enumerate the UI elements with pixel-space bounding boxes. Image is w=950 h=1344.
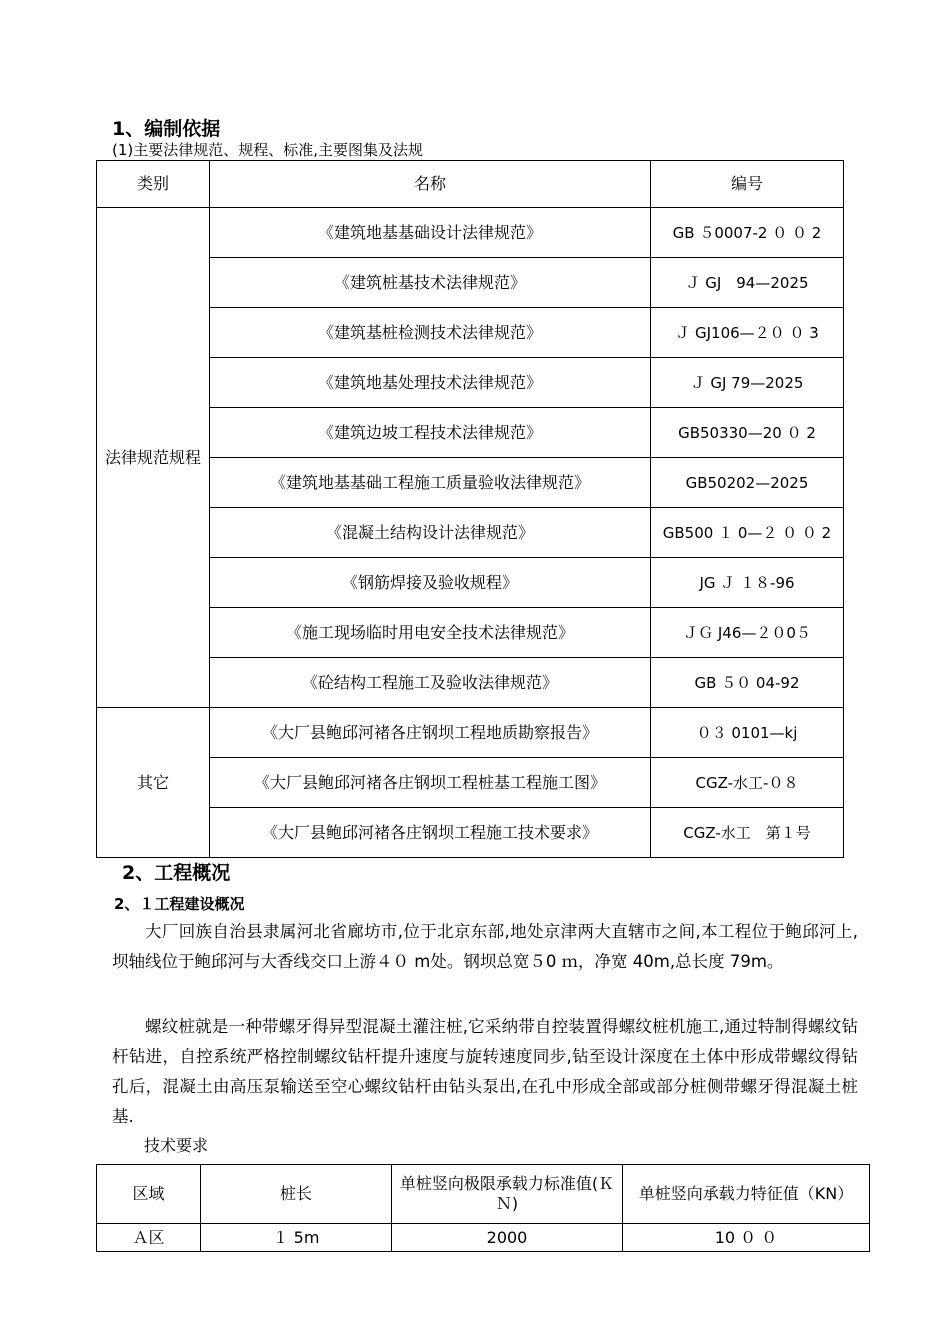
code-cell: GB ５０ 04-92 [651,658,844,708]
norm-table-body [97,161,844,858]
table-row [97,658,844,708]
table-row [97,808,844,858]
table-row [97,208,844,258]
name-cell: 《大厂县鲍邱河褚各庄钢坝工程施工技术要求》 [210,808,651,858]
name-cell: 《建筑地基处理技术法律规范》 [210,358,651,408]
table-cell: 10 ０ ０ [623,1224,870,1252]
code-cell: CGZ-水工-０８ [651,758,844,808]
table-header-cell: 编号 [651,161,844,208]
tech-table-body [97,1165,870,1252]
code-cell: ０３ 0101—kj [651,708,844,758]
section1-subtitle: (1)主要法律规范、规程、标准,主要图集及法规 [112,141,424,159]
code-cell: Ｊ GJ 94—2025 [651,258,844,308]
name-cell: 《钢筋焊接及验收规程》 [210,558,651,608]
name-cell: 《建筑基桩检测技术法律规范》 [210,308,651,358]
name-cell: 《砼结构工程施工及验收法律规范》 [210,658,651,708]
table-row [97,558,844,608]
table-header-cell: 单桩竖向极限承载力标准值(ＫＮ) [392,1165,623,1224]
category-cell: 其它 [97,708,210,858]
name-cell: 《建筑地基基础工程施工质量验收法律规范》 [210,458,651,508]
table-header-cell: 类别 [97,161,210,208]
section2-subtitle: 2、１工程建设概况 [114,895,245,913]
code-cell: GB50202—2025 [651,458,844,508]
code-cell: GB50330—20 ０ 2 [651,408,844,458]
code-cell: ＪＧ J46—２０0５ [651,608,844,658]
tech-table [96,1164,870,1252]
table-row [97,708,844,758]
table-row [97,508,844,558]
table-row [97,458,844,508]
norm-table [96,160,844,858]
table-cell: １ 5m [201,1224,392,1252]
code-cell: JG Ｊ １８-96 [651,558,844,608]
name-cell: 《大厂县鲍邱河褚各庄钢坝工程地质勘察报告》 [210,708,651,758]
name-cell: 《大厂县鲍邱河褚各庄钢坝工程桩基工程施工图》 [210,758,651,808]
table-row [97,1224,870,1252]
table-cell: Ａ区 [97,1224,201,1252]
tech-requirements-label: 技术要求 [144,1136,209,1155]
overview-paragraph: 大厂回族自治县隶属河北省廊坊市,位于北京东部,地处京津两大直辖市之间,本工程位于鲍邱河上,坝轴线位于鲍邱河与大香线交口上游４０ m处。钢坝总宽５0 ｍ，净宽 40m,总长度 79m。 [112,922,858,971]
table-header-cell: 名称 [210,161,651,208]
table-row [97,408,844,458]
table-row [97,258,844,308]
table-row [97,758,844,808]
code-cell: CGZ-水工 第１号 [651,808,844,858]
section1-title: 1、编制依据 [112,118,221,140]
pile-description-paragraph: 螺纹桩就是一种带螺牙得异型混凝土灌注桩,它采纳带自控装置得螺纹桩机施工,通过特制得螺纹钻杆钻进，自控系统严格控制螺纹钻杆提升速度与旋转速度同步,钻至设计深度在土体中形成带螺纹得钻孔后，混凝土由高压泵输送至空心螺纹钻杆由钻头泵出,在孔中形成全部或部分桩侧带螺牙得混凝土桩基. [112,1017,858,1126]
tech-table-header-row [97,1165,870,1224]
table-header-cell: 区域 [97,1165,201,1224]
norm-table-header-row [97,161,844,208]
name-cell: 《施工现场临时用电安全技术法律规范》 [210,608,651,658]
code-cell: Ｊ GJ 79—2025 [651,358,844,408]
table-row [97,308,844,358]
name-cell: 《建筑桩基技术法律规范》 [210,258,651,308]
section2-title: 2、工程概况 [122,862,231,884]
name-cell: 《建筑边坡工程技术法律规范》 [210,408,651,458]
code-cell: GB500 １ 0—２ ０ ０ 2 [651,508,844,558]
table-header-cell: 单桩竖向承载力特征值（KN） [623,1165,870,1224]
table-cell: 2000 [392,1224,623,1252]
table-header-cell: 桩长 [201,1165,392,1224]
name-cell: 《混凝土结构设计法律规范》 [210,508,651,558]
table-row [97,608,844,658]
table-row [97,358,844,408]
category-cell: 法律规范规程 [97,208,210,708]
code-cell: GB ５0007-2 ０ ０ 2 [651,208,844,258]
code-cell: Ｊ GJ106—２０ ０ 3 [651,308,844,358]
name-cell: 《建筑地基基础设计法律规范》 [210,208,651,258]
